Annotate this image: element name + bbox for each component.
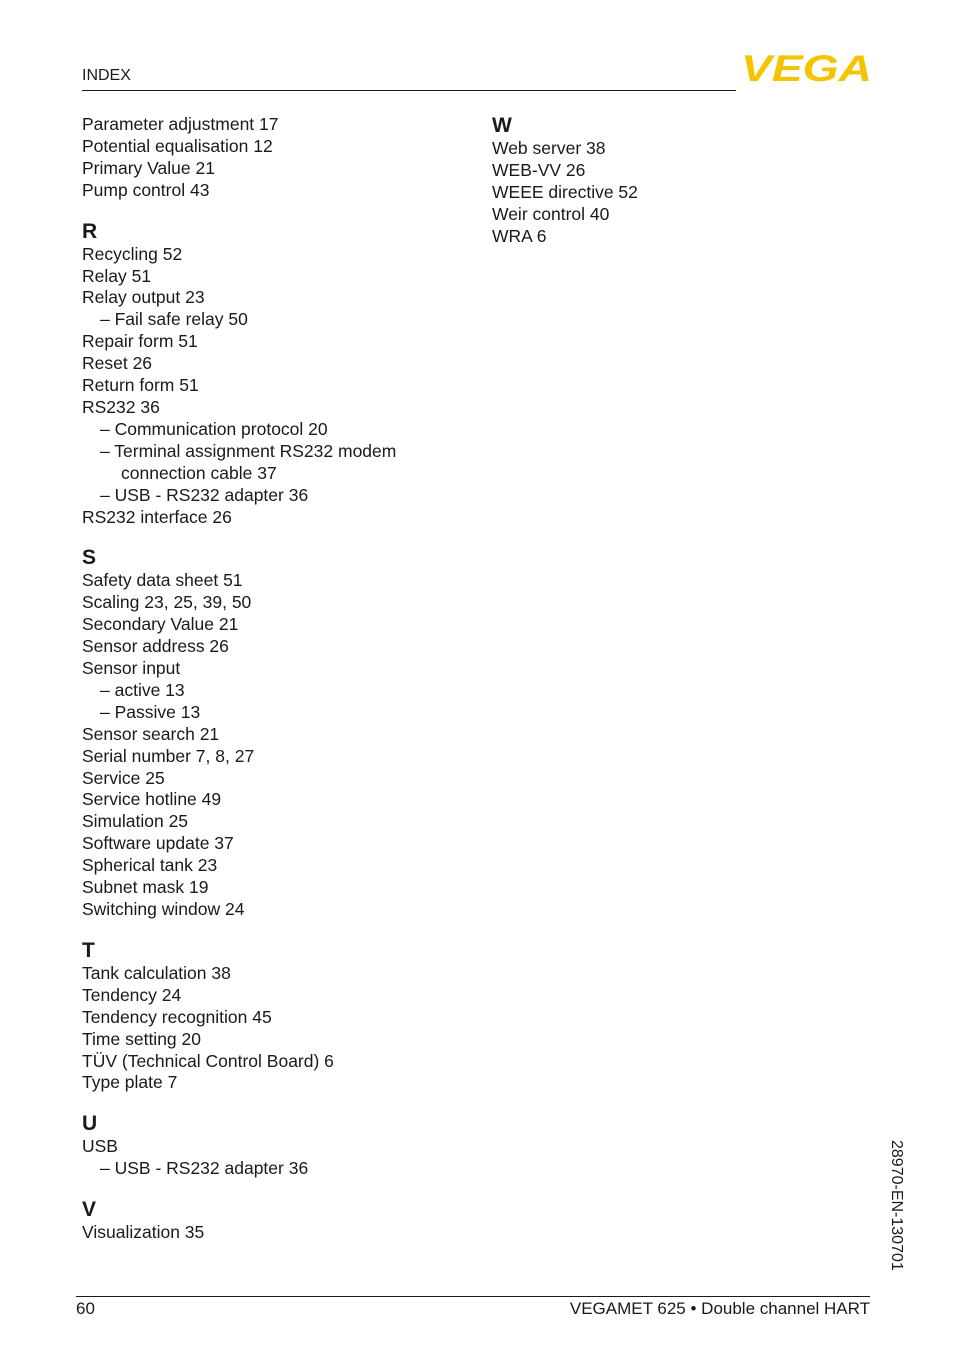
index-entry: Primary Value 21: [82, 157, 215, 178]
logo-wordmark: VEGA: [741, 52, 872, 84]
index-entry: Type plate 7: [82, 1072, 178, 1093]
index-subentry: – USB - RS232 adapter 36: [100, 1158, 309, 1179]
index-entry: Potential equalisation 12: [82, 135, 273, 156]
index-subentry: – active 13: [100, 679, 185, 700]
index-entry: WRA 6: [492, 225, 547, 246]
index-entry: USB: [82, 1136, 118, 1157]
index-entry: Scaling 23, 25, 39, 50: [82, 592, 252, 613]
index-letter: R: [82, 219, 98, 243]
index-column-left: [82, 114, 482, 1244]
footer-divider: [76, 1296, 870, 1297]
index-subentry: – Communication protocol 20: [100, 418, 328, 439]
document-title: VEGAMET 625 • Double channel HART: [569, 1299, 870, 1318]
index-letter: W: [492, 114, 512, 137]
index-subentry: – Terminal assignment RS232 modem: [100, 440, 397, 461]
index-entry: Relay output 23: [82, 287, 205, 308]
document-code: 28970-EN-130701: [888, 1140, 905, 1271]
index-entry: Sensor search 21: [82, 723, 220, 744]
index-entry: Weir control 40: [492, 203, 610, 224]
index-entry: Tank calculation 38: [82, 962, 231, 983]
index-entry: Pump control 43: [82, 179, 210, 200]
index-entry: Software update 37: [82, 833, 234, 854]
index-subentry: connection cable 37: [121, 462, 277, 483]
index-entry: Subnet mask 19: [82, 877, 209, 898]
index-entry: Recycling 52: [82, 243, 183, 264]
index-letter: T: [82, 938, 95, 962]
index-entry: Spherical tank 23: [82, 855, 218, 876]
index-entry: Sensor input: [82, 658, 181, 679]
index-entry: Web server 38: [492, 138, 606, 158]
index-entry: WEEE directive 52: [492, 181, 638, 202]
index-entry: WEB-VV 26: [492, 159, 586, 180]
index-entry: Tendency recognition 45: [82, 1006, 272, 1027]
index-entry: RS232 36: [82, 396, 160, 417]
index-subentry: – Passive 13: [100, 701, 201, 722]
index-entry: Time setting 20: [82, 1028, 201, 1049]
index-entry: Simulation 25: [82, 811, 189, 832]
index-subentry: – Fail safe relay 50: [100, 309, 248, 330]
index-letter: U: [82, 1112, 98, 1136]
index-entry: Switching window 24: [82, 899, 245, 919]
index-entry: Parameter adjustment 17: [82, 114, 279, 134]
index-letter: S: [82, 546, 97, 570]
index-entry: Serial number 7, 8, 27: [82, 745, 255, 766]
header-divider: [82, 90, 736, 91]
index-entry: Service hotline 49: [82, 789, 222, 810]
index-entry: Secondary Value 21: [82, 614, 239, 635]
index-entry: Reset 26: [82, 353, 153, 374]
page-number: 60: [76, 1299, 95, 1318]
index-entry: Safety data sheet 51: [82, 570, 243, 591]
index-entry: Tendency 24: [82, 984, 182, 1005]
section-label: INDEX: [82, 67, 131, 84]
index-entry: Sensor address 26: [82, 636, 229, 657]
index-entry: TÜV (Technical Control Board) 6: [82, 1050, 334, 1071]
index-subentry: – USB - RS232 adapter 36: [100, 484, 309, 505]
index-letter: V: [82, 1198, 97, 1222]
index-entry: RS232 interface 26: [82, 506, 232, 527]
vega-logo: [741, 52, 872, 84]
index-entry: Relay 51: [82, 265, 152, 286]
index-entry: Return form 51: [82, 375, 199, 396]
index-column-right: [492, 114, 872, 248]
index-entry: Repair form 51: [82, 331, 198, 352]
index-entry: Service 25: [82, 767, 165, 788]
index-entry: Visualization 35: [82, 1222, 205, 1243]
